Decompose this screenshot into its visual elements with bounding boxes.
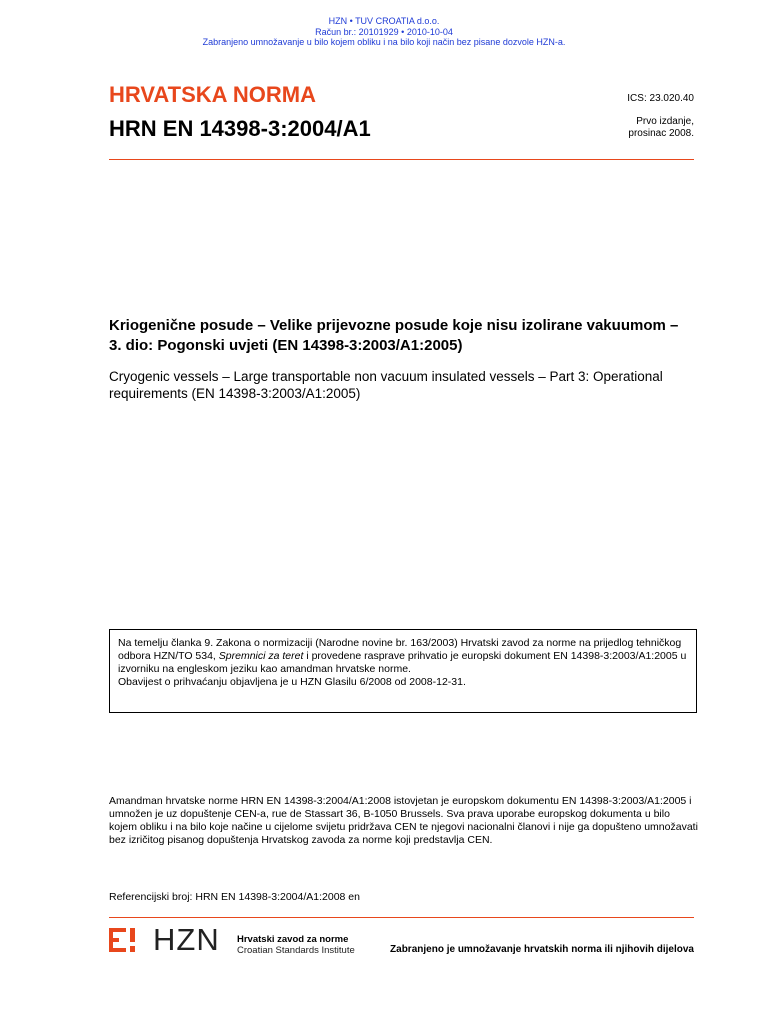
institute-name-croatian: Hrvatski zavod za norme (237, 934, 349, 945)
edition-info (628, 116, 694, 140)
notice-text-part-1: Na temelju članka 9. Zakona o normizaciji (Narodne novine br. 163/2003) Hrvatski zavod za norme na prijedlog tehničkog odbora HZN/TO 534, (118, 637, 682, 662)
title-croatian: Kriogenične posude – Velike prijevozne posude koje nisu izolirane vakuumom – 3. dio: Pogonski uvjeti (EN 14398-3:2003/A1:2005) (109, 317, 679, 354)
edition-line-1: Prvo izdanje, (636, 116, 694, 127)
header-divider (109, 159, 694, 160)
standard-code: HRN EN 14398-3:2004/A1 (109, 116, 371, 141)
notice-text-part-2: i provedene rasprave prihvatio je europski dokument EN 14398-3:2003/A1:2005 u izvorniku na engleskom jeziku kao amandman hrvatske norme. (118, 650, 687, 675)
amendment-paragraph: Amandman hrvatske norme HRN EN 14398-3:2004/A1:2008 istovjetan je europskom dokumentu EN 14398-3:2003/A1:2005 i umnožen je uz dopuštenje CEN-a, rue de Stassart 36, B-1050 Brussels. Sva prava uporabe europskog dokumenta u bilo kojem obliku i na bilo koje načine u cijelome svijetu pridržava CEN te njegovi nacionalni članovi i nije ga dopušteno umnožavati bez izričitog pisanog dopuštenja Hrvatskog zavoda za norme koji predstavlja CEN. (109, 795, 698, 846)
edition-line-2: prosinac 2008. (628, 128, 694, 139)
institute-name-english: Croatian Standards Institute (237, 945, 355, 956)
adoption-notice-box (109, 629, 697, 713)
notice-committee-name: Spremnici za teret (218, 650, 304, 662)
hzn-logo-text: HZN (153, 922, 220, 957)
notice-publication-line: Obavijest o prihvaćanju objavljena je u HZN Glasilu 6/2008 od 2008-12-31. (118, 676, 466, 688)
hzn-logo-icon (109, 926, 137, 954)
brand-title: HRVATSKA NORMA (109, 82, 316, 107)
footer-divider (109, 917, 694, 918)
adoption-notice-text (118, 637, 688, 676)
watermark-line-3: Zabranjeno umnožavanje u bilo kojem obliku i na bilo koji način bez pisane dozvole HZN-a. (202, 37, 566, 47)
watermark-line-2: Račun br.: 20101929 • 2010-10-04 (315, 26, 453, 37)
ics-code: ICS: 23.020.40 (627, 93, 694, 104)
title-english: Cryogenic vessels – Large transportable non vacuum insulated vessels – Part 3: Operational requirements (EN 14398-3:2003/A1:2005) (109, 369, 663, 401)
copyright-note: Zabranjeno je umnožavanje hrvatskih norma ili njihovih dijelova (390, 944, 694, 955)
watermark-line-1: HZN • TUV CROATIA d.o.o. (328, 16, 440, 26)
watermark (0, 16, 768, 48)
reference-number: Referencijski broj: HRN EN 14398-3:2004/A1:2008 en (109, 891, 360, 903)
